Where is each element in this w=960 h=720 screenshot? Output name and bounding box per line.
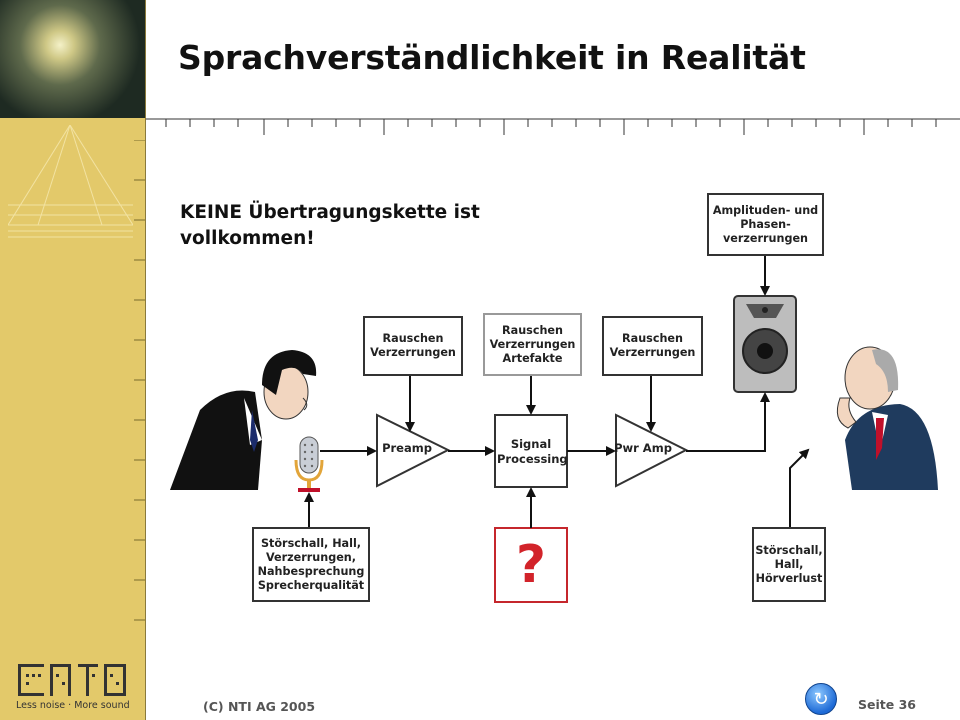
- signal-processing-label: Signal Processing: [497, 437, 568, 466]
- refresh-icon[interactable]: ↻: [805, 683, 837, 715]
- source-disturbances-box: Störschall, Hall, Verzerrungen, Nahbesprechung Sprecherqualität: [252, 527, 370, 602]
- preamp-noise-box: Rauschen Verzerrungen: [363, 316, 463, 376]
- logo-tagline: Less noise · More sound: [16, 700, 130, 711]
- question-mark: ?: [515, 535, 547, 595]
- page-number: Seite 36: [858, 697, 916, 712]
- speaker-icon: [734, 296, 796, 392]
- microphone-icon: [296, 437, 322, 492]
- processing-noise-box: Rauschen Verzerrungen Artefakte: [483, 313, 582, 376]
- copyright-footer: (C) NTI AG 2005: [203, 699, 316, 714]
- preamp-label: Preamp: [382, 441, 432, 455]
- amp-noise-box: Rauschen Verzerrungen: [602, 316, 703, 376]
- page-title: Sprachverständlichkeit in Realität: [178, 38, 806, 77]
- speaker-distortion-box: Amplituden- und Phasen- verzerrungen: [707, 193, 824, 256]
- listener-person-icon: [837, 347, 938, 490]
- statement-text: KEINE Übertragungskette ist vollkommen!: [180, 202, 480, 249]
- listener-disturbances-box: Störschall, Hall, Hörverlust: [752, 527, 826, 602]
- power-amp-label: Pwr Amp: [614, 441, 672, 455]
- speaker-person-icon: [170, 350, 316, 490]
